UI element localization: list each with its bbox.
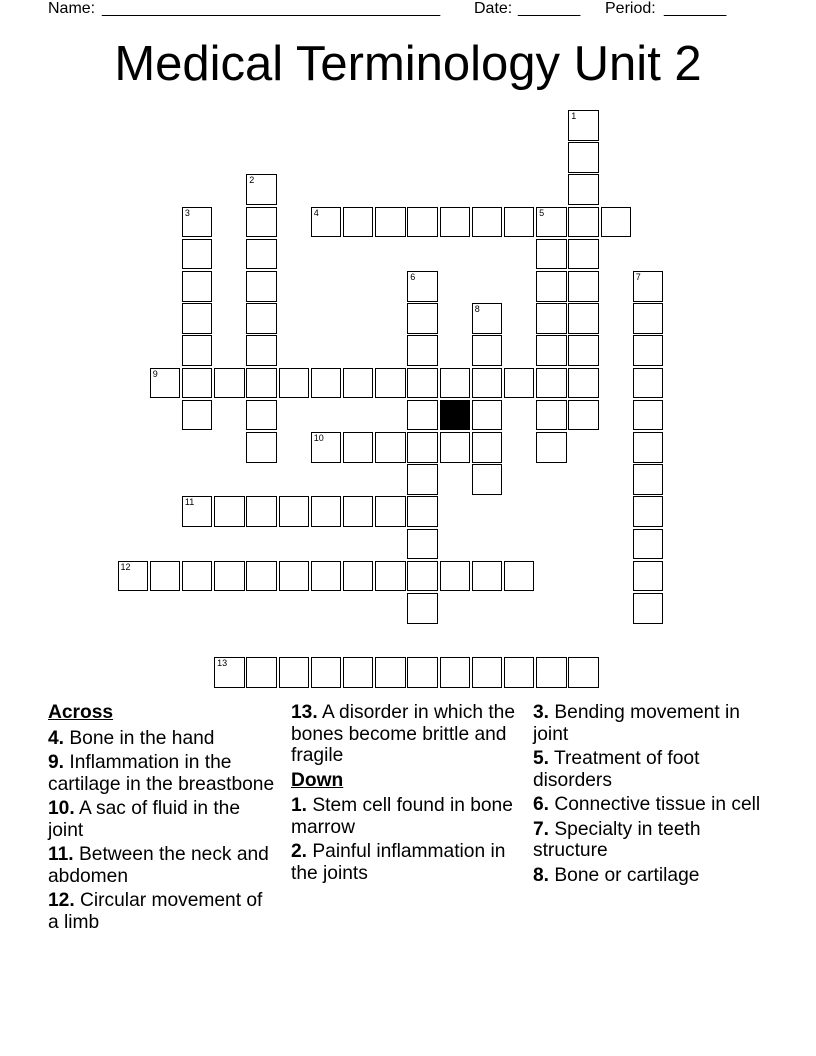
grid-cell[interactable] xyxy=(311,207,342,238)
clue-text: Between the neck and abdomen xyxy=(48,844,269,887)
cell-number: 8 xyxy=(474,304,480,315)
black-cell xyxy=(440,400,471,431)
grid-cell[interactable] xyxy=(246,303,277,334)
clue-number: 3. xyxy=(533,702,550,723)
grid-cell[interactable] xyxy=(568,239,599,270)
cell-number: 3 xyxy=(184,207,190,218)
cell-number: 10 xyxy=(313,433,324,443)
grid-cell[interactable] xyxy=(311,368,342,399)
grid-cell[interactable] xyxy=(343,207,374,238)
clues-column-3 xyxy=(533,702,763,889)
grid-cell[interactable] xyxy=(568,207,599,238)
clue-across-10 xyxy=(48,798,278,841)
grid-cell[interactable] xyxy=(214,561,245,592)
grid-cell[interactable] xyxy=(246,496,277,527)
clues-column-2 xyxy=(291,702,521,887)
grid-cell[interactable] xyxy=(246,271,277,302)
clue-text: Inflammation in the cartilage in the breastbone xyxy=(48,752,275,795)
grid-cell[interactable] xyxy=(440,657,471,688)
grid-cell[interactable] xyxy=(568,400,599,431)
grid-cell[interactable] xyxy=(440,207,471,238)
grid-cell[interactable] xyxy=(246,335,277,366)
clue-number: 2. xyxy=(291,841,308,862)
grid-cell[interactable] xyxy=(504,368,535,399)
clue-text: Bone in the hand xyxy=(69,727,215,749)
grid-cell[interactable] xyxy=(633,432,664,463)
cell-number: 4 xyxy=(313,207,319,218)
page-title: Medical Terminology Unit 2 xyxy=(114,37,702,91)
grid-cell[interactable] xyxy=(633,496,664,527)
grid-cell[interactable] xyxy=(568,174,599,205)
clue-down-3 xyxy=(533,702,763,745)
grid-cell[interactable] xyxy=(182,303,213,334)
grid-cell[interactable] xyxy=(536,303,567,334)
grid-cell[interactable] xyxy=(440,561,471,592)
grid-cell[interactable] xyxy=(472,432,503,463)
cell-number: 11 xyxy=(184,497,195,508)
grid-cell[interactable] xyxy=(246,174,277,205)
grid-cell[interactable] xyxy=(311,657,342,688)
clue-number: 6. xyxy=(533,794,550,815)
grid-cell[interactable] xyxy=(246,561,277,592)
grid-cell[interactable] xyxy=(182,368,213,399)
grid-cell[interactable] xyxy=(407,207,438,238)
clues-column-1 xyxy=(48,702,278,936)
clue-number: 11. xyxy=(48,844,74,865)
clue-down-7 xyxy=(533,819,763,862)
clue-number: 10. xyxy=(48,798,75,819)
clue-text: Specialty in teeth structure xyxy=(533,818,701,861)
grid-cell[interactable] xyxy=(150,368,181,399)
grid-cell[interactable] xyxy=(182,207,213,238)
grid-cell[interactable] xyxy=(472,464,503,495)
grid-cell[interactable] xyxy=(407,496,438,527)
clue-text: Connective tissue in cell xyxy=(554,794,761,815)
cell-number: 2 xyxy=(249,175,255,186)
name-label: Name: xyxy=(48,0,96,17)
grid-cell[interactable] xyxy=(343,561,374,592)
cell-number: 12 xyxy=(120,561,131,572)
grid-cell[interactable] xyxy=(343,368,374,399)
grid-cell[interactable] xyxy=(182,400,213,431)
down-heading: Down xyxy=(291,769,344,791)
grid-cell[interactable] xyxy=(375,207,406,238)
clue-text: A sac of fluid in the joint xyxy=(48,798,241,841)
grid-cell[interactable] xyxy=(407,303,438,334)
grid-cell[interactable] xyxy=(472,335,503,366)
grid-cell[interactable] xyxy=(279,657,310,688)
grid-cell[interactable] xyxy=(182,271,213,302)
date-blank[interactable]: _______ xyxy=(518,0,581,17)
grid-cell[interactable] xyxy=(246,400,277,431)
grid-cell[interactable] xyxy=(568,657,599,688)
grid-cell[interactable] xyxy=(472,303,503,334)
grid-cell[interactable] xyxy=(407,335,438,366)
clue-down-1 xyxy=(291,795,521,838)
grid-cell[interactable] xyxy=(633,400,664,431)
grid-cell[interactable] xyxy=(182,561,213,592)
clue-across-13 xyxy=(291,702,521,767)
clue-down-8 xyxy=(533,865,763,887)
date-label: Date: xyxy=(474,0,513,17)
grid-cell[interactable] xyxy=(504,207,535,238)
grid-cell[interactable] xyxy=(407,432,438,463)
grid-cell[interactable] xyxy=(182,496,213,527)
grid-cell[interactable] xyxy=(472,657,503,688)
grid-cell[interactable] xyxy=(311,496,342,527)
clue-across-11 xyxy=(48,844,278,887)
grid-cell[interactable] xyxy=(472,400,503,431)
grid-cell[interactable] xyxy=(536,368,567,399)
grid-cell[interactable] xyxy=(633,593,664,624)
clue-number: 7. xyxy=(533,818,550,840)
clue-text: Bone or cartilage xyxy=(554,864,700,886)
grid-cell[interactable] xyxy=(407,271,438,302)
grid-cell[interactable] xyxy=(246,432,277,463)
grid-cell[interactable] xyxy=(118,561,149,592)
grid-cell[interactable] xyxy=(536,432,567,463)
clue-number: 1. xyxy=(291,795,308,816)
grid-cell[interactable] xyxy=(440,368,471,399)
cell-number: 1 xyxy=(571,111,577,121)
grid-cell[interactable] xyxy=(633,561,664,592)
period-blank[interactable]: _______ xyxy=(664,0,727,17)
grid-cell[interactable] xyxy=(633,368,664,399)
grid-cell[interactable] xyxy=(182,335,213,366)
clue-across-12 xyxy=(48,890,278,933)
grid-cell[interactable] xyxy=(536,207,567,238)
grid-cell[interactable] xyxy=(246,657,277,688)
clue-number: 9. xyxy=(48,752,65,773)
clue-number: 8. xyxy=(533,864,550,886)
grid-cell[interactable] xyxy=(375,496,406,527)
grid-cell[interactable] xyxy=(568,303,599,334)
clue-across-9 xyxy=(48,752,278,795)
grid-cell[interactable] xyxy=(633,335,664,366)
grid-cell[interactable] xyxy=(633,271,664,302)
grid-cell[interactable] xyxy=(568,335,599,366)
name-blank[interactable]: ______________________________________ xyxy=(102,0,441,17)
grid-cell[interactable] xyxy=(343,657,374,688)
grid-cell[interactable] xyxy=(472,561,503,592)
grid-cell[interactable] xyxy=(279,561,310,592)
grid-cell[interactable] xyxy=(246,368,277,399)
clue-down-2 xyxy=(291,841,521,884)
cell-number: 13 xyxy=(217,658,228,669)
clue-text: Bending movement in joint xyxy=(533,702,740,745)
grid-cell[interactable] xyxy=(214,368,245,399)
grid-cell[interactable] xyxy=(407,529,438,560)
clue-text: A disorder in which the bones become brittle and fragile xyxy=(291,702,516,766)
grid-cell[interactable] xyxy=(246,239,277,270)
grid-cell[interactable] xyxy=(568,110,599,141)
across-heading: Across xyxy=(48,702,114,723)
grid-cell[interactable] xyxy=(504,657,535,688)
cell-number: 5 xyxy=(539,207,545,218)
grid-cell[interactable] xyxy=(633,464,664,495)
grid-cell[interactable] xyxy=(536,400,567,431)
grid-cell[interactable] xyxy=(343,496,374,527)
grid-cell[interactable] xyxy=(407,561,438,592)
grid-cell[interactable] xyxy=(472,368,503,399)
grid-cell[interactable] xyxy=(568,142,599,173)
grid-cell[interactable] xyxy=(472,207,503,238)
grid-cell[interactable] xyxy=(150,561,181,592)
clue-text: Painful inflammation in the joints xyxy=(291,841,506,884)
grid-cell[interactable] xyxy=(568,271,599,302)
grid-cell[interactable] xyxy=(407,400,438,431)
grid-cell[interactable] xyxy=(343,432,374,463)
grid-cell[interactable] xyxy=(279,368,310,399)
grid-cell[interactable] xyxy=(407,464,438,495)
clue-number: 4. xyxy=(48,727,65,749)
grid-cell[interactable] xyxy=(375,561,406,592)
grid-cell[interactable] xyxy=(311,432,342,463)
grid-cell[interactable] xyxy=(182,239,213,270)
grid-cell[interactable] xyxy=(246,207,277,238)
grid-cell[interactable] xyxy=(633,529,664,560)
grid-cell[interactable] xyxy=(440,432,471,463)
grid-cell[interactable] xyxy=(536,657,567,688)
grid-cell[interactable] xyxy=(375,432,406,463)
cell-number: 9 xyxy=(152,368,158,379)
clue-text: Treatment of foot disorders xyxy=(533,748,700,791)
clue-number: 5. xyxy=(533,748,550,769)
grid-cell[interactable] xyxy=(568,368,599,399)
period-label: Period: xyxy=(605,0,656,17)
clue-down-6 xyxy=(533,794,763,816)
grid-cell[interactable] xyxy=(536,271,567,302)
cell-number: 6 xyxy=(410,272,416,282)
grid-cell[interactable] xyxy=(407,657,438,688)
clue-text: Circular movement of a limb xyxy=(48,890,263,933)
grid-cell[interactable] xyxy=(601,207,632,238)
grid-cell[interactable] xyxy=(407,368,438,399)
clue-text: Stem cell found in bone marrow xyxy=(291,795,513,838)
grid-cell[interactable] xyxy=(311,561,342,592)
cell-number: 7 xyxy=(635,272,641,282)
clue-number: 12. xyxy=(48,890,75,911)
grid-cell[interactable] xyxy=(536,335,567,366)
grid-cell[interactable] xyxy=(279,496,310,527)
grid-cell[interactable] xyxy=(407,593,438,624)
clue-down-5 xyxy=(533,748,763,791)
clue-across-4 xyxy=(48,728,278,750)
grid-cell[interactable] xyxy=(633,303,664,334)
grid-cell[interactable] xyxy=(375,657,406,688)
grid-cell[interactable] xyxy=(375,368,406,399)
clue-number: 13. xyxy=(291,702,318,723)
grid-cell[interactable] xyxy=(214,496,245,527)
grid-cell[interactable] xyxy=(536,239,567,270)
grid-cell[interactable] xyxy=(504,561,535,592)
grid-cell[interactable] xyxy=(214,657,245,688)
